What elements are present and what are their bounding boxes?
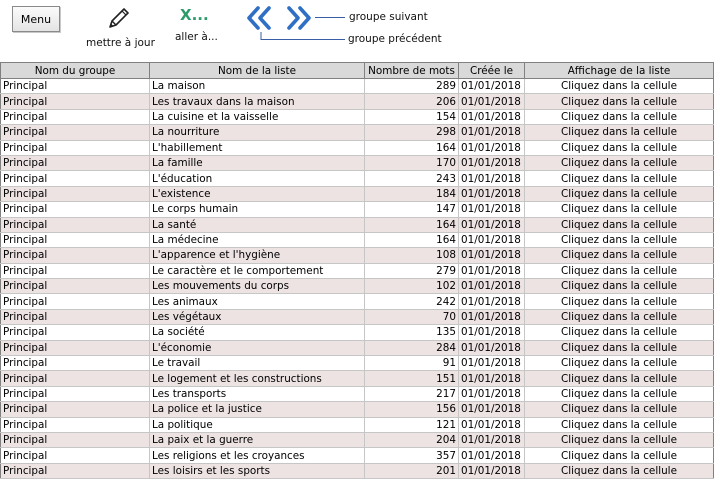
display-link-cell[interactable]: Cliquez dans la cellule — [525, 417, 714, 432]
word-count-cell[interactable]: 91 — [365, 356, 459, 371]
next-group-label: groupe suivant — [349, 11, 428, 23]
table-row — [1, 463, 714, 478]
header-word-count: Nombre de mots — [365, 63, 459, 79]
word-count-cell[interactable]: 201 — [365, 463, 459, 478]
list-name-cell[interactable]: Les végétaux — [150, 309, 365, 324]
header-created-on: Créée le — [459, 63, 525, 79]
word-count-cell[interactable]: 289 — [365, 79, 459, 94]
table-row — [1, 109, 714, 124]
created-date-cell[interactable]: 01/01/2018 — [459, 463, 525, 478]
display-link-cell[interactable]: Cliquez dans la cellule — [525, 232, 714, 247]
group-cell[interactable]: Principal — [1, 417, 150, 432]
group-cell[interactable]: Principal — [1, 263, 150, 278]
group-cell[interactable]: Principal — [1, 340, 150, 355]
group-cell[interactable]: Principal — [1, 448, 150, 463]
display-link-cell[interactable]: Cliquez dans la cellule — [525, 432, 714, 447]
group-cell[interactable]: Principal — [1, 109, 150, 124]
created-date-cell[interactable]: 01/01/2018 — [459, 140, 525, 155]
display-link-cell[interactable]: Cliquez dans la cellule — [525, 356, 714, 371]
table-row — [1, 371, 714, 386]
display-link-cell[interactable]: Cliquez dans la cellule — [525, 79, 714, 94]
list-name-cell[interactable]: La politique — [150, 417, 365, 432]
created-date-cell[interactable]: 01/01/2018 — [459, 79, 525, 94]
table-row — [1, 263, 714, 278]
word-count-cell[interactable]: 164 — [365, 232, 459, 247]
word-count-cell[interactable]: 243 — [365, 171, 459, 186]
table-row — [1, 232, 714, 247]
created-date-cell[interactable]: 01/01/2018 — [459, 356, 525, 371]
list-name-cell[interactable]: Le corps humain — [150, 202, 365, 217]
table-row — [1, 402, 714, 417]
list-name-cell[interactable]: Les animaux — [150, 294, 365, 309]
created-date-cell[interactable]: 01/01/2018 — [459, 202, 525, 217]
word-count-cell[interactable]: 206 — [365, 94, 459, 109]
word-count-cell[interactable]: 204 — [365, 432, 459, 447]
table-row — [1, 217, 714, 232]
toolbar — [0, 0, 714, 60]
group-cell[interactable]: Principal — [1, 94, 150, 109]
list-name-cell[interactable]: La cuisine et la vaisselle — [150, 109, 365, 124]
display-link-cell[interactable]: Cliquez dans la cellule — [525, 140, 714, 155]
list-name-cell[interactable]: La paix et la guerre — [150, 432, 365, 447]
created-date-cell[interactable]: 01/01/2018 — [459, 94, 525, 109]
group-cell[interactable]: Principal — [1, 232, 150, 247]
word-count-cell[interactable]: 279 — [365, 263, 459, 278]
list-name-cell[interactable]: La police et la justice — [150, 402, 365, 417]
created-date-cell[interactable]: 01/01/2018 — [459, 217, 525, 232]
group-cell[interactable]: Principal — [1, 155, 150, 170]
display-link-cell[interactable]: Cliquez dans la cellule — [525, 171, 714, 186]
goto-label[interactable]: aller à... — [175, 31, 218, 43]
list-name-cell[interactable]: L'habillement — [150, 140, 365, 155]
table-row — [1, 325, 714, 340]
created-date-cell[interactable]: 01/01/2018 — [459, 432, 525, 447]
group-cell[interactable]: Principal — [1, 309, 150, 324]
display-link-cell[interactable]: Cliquez dans la cellule — [525, 248, 714, 263]
leader-lines — [255, 10, 345, 46]
display-link-cell[interactable]: Cliquez dans la cellule — [525, 155, 714, 170]
list-name-cell[interactable]: La famille — [150, 155, 365, 170]
list-name-cell[interactable]: Les transports — [150, 386, 365, 401]
word-count-cell[interactable]: 164 — [365, 140, 459, 155]
table-row — [1, 202, 714, 217]
table-row — [1, 340, 714, 355]
list-name-cell[interactable]: La santé — [150, 217, 365, 232]
word-count-cell[interactable]: 151 — [365, 371, 459, 386]
list-name-cell[interactable]: La société — [150, 325, 365, 340]
created-date-cell[interactable]: 01/01/2018 — [459, 155, 525, 170]
menu-button[interactable]: Menu — [12, 6, 60, 32]
list-name-cell[interactable]: L'éducation — [150, 171, 365, 186]
created-date-cell[interactable]: 01/01/2018 — [459, 186, 525, 201]
display-link-cell[interactable]: Cliquez dans la cellule — [525, 263, 714, 278]
pencil-icon[interactable] — [104, 5, 132, 33]
word-count-cell[interactable]: 284 — [365, 340, 459, 355]
table-row — [1, 356, 714, 371]
table-row — [1, 432, 714, 447]
table-row — [1, 171, 714, 186]
group-cell[interactable]: Principal — [1, 186, 150, 201]
table-row — [1, 279, 714, 294]
table-header-row — [1, 63, 714, 79]
display-link-cell[interactable]: Cliquez dans la cellule — [525, 325, 714, 340]
word-count-cell[interactable]: 154 — [365, 109, 459, 124]
created-date-cell[interactable]: 01/01/2018 — [459, 109, 525, 124]
table-row — [1, 448, 714, 463]
group-cell[interactable]: Principal — [1, 140, 150, 155]
list-name-cell[interactable]: Les travaux dans la maison — [150, 94, 365, 109]
list-name-cell[interactable]: Les religions et les croyances — [150, 448, 365, 463]
table-row — [1, 79, 714, 94]
group-cell[interactable]: Principal — [1, 248, 150, 263]
table-row — [1, 386, 714, 401]
header-group-name: Nom du groupe — [1, 63, 150, 79]
group-cell[interactable]: Principal — [1, 279, 150, 294]
display-link-cell[interactable]: Cliquez dans la cellule — [525, 448, 714, 463]
list-name-cell[interactable]: La nourriture — [150, 125, 365, 140]
created-date-cell[interactable]: 01/01/2018 — [459, 232, 525, 247]
word-count-cell[interactable]: 135 — [365, 325, 459, 340]
prev-group-label: groupe précédent — [348, 33, 442, 45]
display-link-cell[interactable]: Cliquez dans la cellule — [525, 279, 714, 294]
created-date-cell[interactable]: 01/01/2018 — [459, 248, 525, 263]
created-date-cell[interactable]: 01/01/2018 — [459, 371, 525, 386]
group-cell[interactable]: Principal — [1, 217, 150, 232]
word-count-cell[interactable]: 242 — [365, 294, 459, 309]
table-row — [1, 309, 714, 324]
list-name-cell[interactable]: Le travail — [150, 356, 365, 371]
created-date-cell[interactable]: 01/01/2018 — [459, 325, 525, 340]
display-link-cell[interactable]: Cliquez dans la cellule — [525, 402, 714, 417]
word-count-cell[interactable]: 147 — [365, 202, 459, 217]
group-cell[interactable]: Principal — [1, 386, 150, 401]
created-date-cell[interactable]: 01/01/2018 — [459, 402, 525, 417]
list-name-cell[interactable]: La maison — [150, 79, 365, 94]
group-cell[interactable]: Principal — [1, 356, 150, 371]
created-date-cell[interactable]: 01/01/2018 — [459, 294, 525, 309]
display-link-cell[interactable]: Cliquez dans la cellule — [525, 125, 714, 140]
group-cell[interactable]: Principal — [1, 463, 150, 478]
created-date-cell[interactable]: 01/01/2018 — [459, 263, 525, 278]
goto-icon[interactable]: X... — [180, 6, 209, 24]
group-cell[interactable]: Principal — [1, 294, 150, 309]
display-link-cell[interactable]: Cliquez dans la cellule — [525, 463, 714, 478]
list-name-cell[interactable]: Le caractère et le comportement — [150, 263, 365, 278]
list-name-cell[interactable]: L'existence — [150, 186, 365, 201]
word-count-cell[interactable]: 357 — [365, 448, 459, 463]
list-name-cell[interactable]: Les mouvements du corps — [150, 279, 365, 294]
table-row — [1, 186, 714, 201]
created-date-cell[interactable]: 01/01/2018 — [459, 386, 525, 401]
display-link-cell[interactable]: Cliquez dans la cellule — [525, 294, 714, 309]
word-count-cell[interactable]: 70 — [365, 309, 459, 324]
group-cell[interactable]: Principal — [1, 402, 150, 417]
created-date-cell[interactable]: 01/01/2018 — [459, 448, 525, 463]
group-cell[interactable]: Principal — [1, 79, 150, 94]
display-link-cell[interactable]: Cliquez dans la cellule — [525, 386, 714, 401]
word-count-cell[interactable]: 108 — [365, 248, 459, 263]
display-link-cell[interactable]: Cliquez dans la cellule — [525, 186, 714, 201]
group-cell[interactable]: Principal — [1, 125, 150, 140]
display-link-cell[interactable]: Cliquez dans la cellule — [525, 340, 714, 355]
update-label[interactable]: mettre à jour — [86, 37, 155, 49]
word-count-cell[interactable]: 298 — [365, 125, 459, 140]
display-link-cell[interactable]: Cliquez dans la cellule — [525, 309, 714, 324]
display-link-cell[interactable]: Cliquez dans la cellule — [525, 217, 714, 232]
word-count-cell[interactable]: 164 — [365, 217, 459, 232]
header-list-name: Nom de la liste — [150, 63, 365, 79]
word-count-cell[interactable]: 170 — [365, 155, 459, 170]
created-date-cell[interactable]: 01/01/2018 — [459, 279, 525, 294]
word-count-cell[interactable]: 121 — [365, 417, 459, 432]
group-cell[interactable]: Principal — [1, 202, 150, 217]
word-count-cell[interactable]: 102 — [365, 279, 459, 294]
table-row — [1, 94, 714, 109]
display-link-cell[interactable]: Cliquez dans la cellule — [525, 94, 714, 109]
word-count-cell[interactable]: 156 — [365, 402, 459, 417]
word-count-cell[interactable]: 217 — [365, 386, 459, 401]
display-link-cell[interactable]: Cliquez dans la cellule — [525, 371, 714, 386]
list-name-cell[interactable]: Les loisirs et les sports — [150, 463, 365, 478]
created-date-cell[interactable]: 01/01/2018 — [459, 340, 525, 355]
display-link-cell[interactable]: Cliquez dans la cellule — [525, 109, 714, 124]
list-name-cell[interactable]: L'économie — [150, 340, 365, 355]
display-link-cell[interactable]: Cliquez dans la cellule — [525, 202, 714, 217]
created-date-cell[interactable]: 01/01/2018 — [459, 171, 525, 186]
group-cell[interactable]: Principal — [1, 325, 150, 340]
group-cell[interactable]: Principal — [1, 432, 150, 447]
table-row — [1, 294, 714, 309]
list-name-cell[interactable]: L'apparence et l'hygiène — [150, 248, 365, 263]
word-count-cell[interactable]: 184 — [365, 186, 459, 201]
created-date-cell[interactable]: 01/01/2018 — [459, 125, 525, 140]
created-date-cell[interactable]: 01/01/2018 — [459, 309, 525, 324]
list-name-cell[interactable]: Le logement et les constructions — [150, 371, 365, 386]
group-cell[interactable]: Principal — [1, 371, 150, 386]
created-date-cell[interactable]: 01/01/2018 — [459, 417, 525, 432]
list-name-cell[interactable]: La médecine — [150, 232, 365, 247]
table-row — [1, 417, 714, 432]
table-row — [1, 140, 714, 155]
header-list-display: Affichage de la liste — [525, 63, 714, 79]
table-row — [1, 248, 714, 263]
group-cell[interactable]: Principal — [1, 171, 150, 186]
table-row — [1, 125, 714, 140]
lists-table — [0, 62, 714, 479]
table-row — [1, 155, 714, 170]
